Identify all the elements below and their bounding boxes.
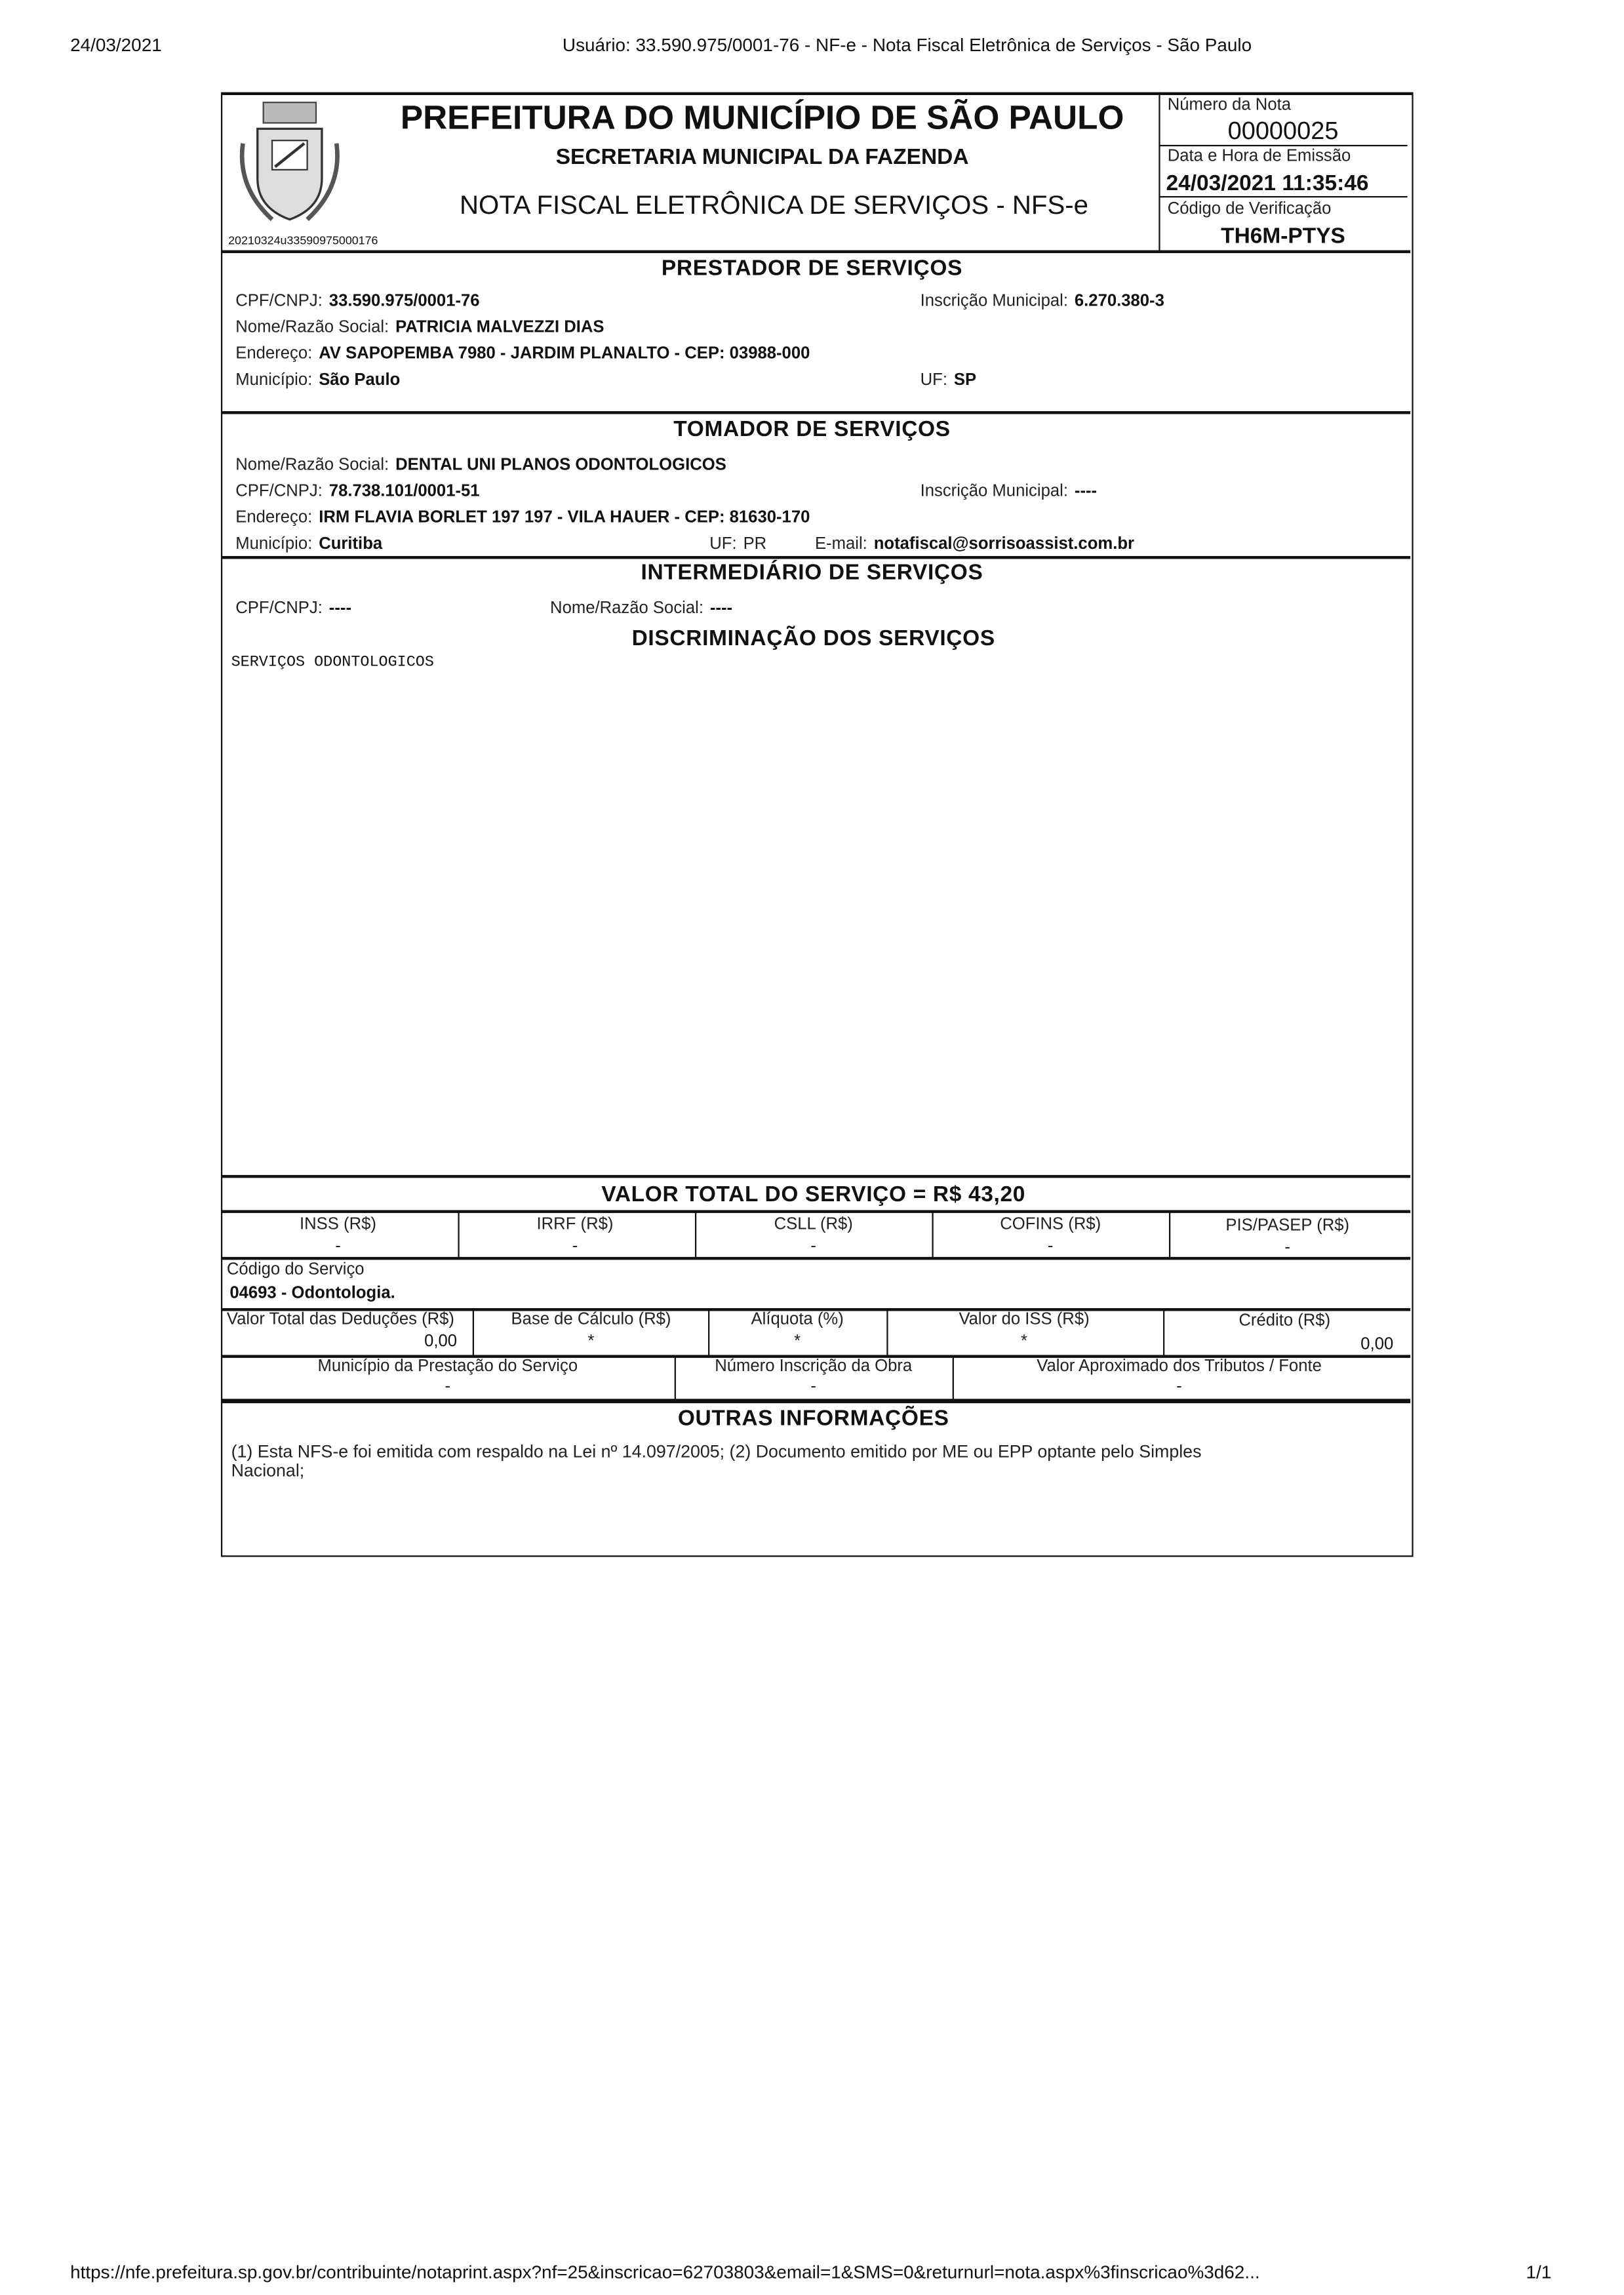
verificacao-label: Código de Verificação [1167, 200, 1332, 218]
base-calculo-label: Base de Cálculo (R$) [511, 1311, 671, 1329]
label: Nome/Razão Social: [235, 319, 389, 337]
label: Nome/Razão Social: [550, 599, 703, 618]
barcode-text: 20210324u33590975000176 [228, 234, 378, 248]
inscricao-obra-label: Número Inscrição da Obra [715, 1357, 913, 1376]
discriminacao-heading: DISCRIMINAÇÃO DOS SERVIÇOS [631, 626, 995, 652]
deducoes-value: 0,00 [424, 1332, 458, 1351]
label: UF: [920, 371, 947, 389]
tomador-nome: DENTAL UNI PLANOS ODONTOLOGICOS [395, 456, 726, 475]
label: Endereço: [235, 345, 313, 363]
tomador-municipio: Curitiba [319, 535, 383, 553]
irrf-label: IRRF (R$) [536, 1216, 614, 1234]
tomador-cnpj: 78.738.101/0001-51 [328, 483, 480, 501]
intermediario-cnpj: ---- [328, 599, 352, 618]
label: Nome/Razão Social: [235, 456, 389, 475]
codigo-servico-label: Código do Serviço [226, 1261, 365, 1279]
base-calculo-value: * [587, 1332, 595, 1351]
label: UF: [709, 535, 737, 553]
city-coat-of-arms-logo [237, 100, 343, 228]
tomador-heading: TOMADOR DE SERVIÇOS [673, 416, 951, 442]
codigo-verificacao: TH6M-PTYS [1221, 224, 1345, 249]
tomador-endereco: IRM FLAVIA BORLET 197 197 - VILA HAUER - CEP: 81630-170 [319, 509, 810, 527]
pispasep-value: - [1284, 1239, 1291, 1257]
tomador-email: notafiscal@sorrisoassist.com.br [873, 535, 1135, 553]
prestador-nome: PATRICIA MALVEZZI DIAS [395, 319, 604, 337]
credito-value: 0,00 [1360, 1336, 1394, 1354]
label: Inscrição Municipal: [920, 292, 1068, 311]
cofins-label: COFINS (R$) [1000, 1216, 1101, 1234]
csll-label: CSLL (R$) [774, 1216, 853, 1234]
valor-total: VALOR TOTAL DO SERVIÇO = R$ 43,20 [601, 1182, 1026, 1207]
label: CPF/CNPJ: [235, 599, 323, 618]
tomador-im: ---- [1074, 483, 1098, 501]
prestador-im: 6.270.380-3 [1074, 292, 1164, 311]
header-title: PREFEITURA DO MUNICÍPIO DE SÃO PAULO [400, 98, 1124, 136]
tributos-aprox-value: - [1176, 1378, 1182, 1396]
outras-heading: OUTRAS INFORMAÇÕES [677, 1406, 949, 1431]
page-number: 1/1 [1526, 2262, 1552, 2283]
prestador-cnpj: 33.590.975/0001-76 [328, 292, 480, 311]
label: E-mail: [814, 535, 867, 553]
label: CPF/CNPJ: [235, 483, 323, 501]
discriminacao-text: SERVIÇOS ODONTOLOGICOS [231, 654, 434, 672]
codigo-servico-value: 04693 - Odontologia. [229, 1285, 395, 1303]
prestador-endereco: AV SAPOPEMBA 7980 - JARDIM PLANALTO - CEP: 03988-000 [319, 345, 810, 363]
cofins-value: - [1047, 1237, 1054, 1256]
pispasep-label: PIS/PASEP (R$) [1225, 1217, 1350, 1235]
prestador-municipio: São Paulo [319, 371, 401, 389]
label: CPF/CNPJ: [235, 292, 323, 311]
prestador-heading: PRESTADOR DE SERVIÇOS [661, 256, 963, 281]
label: Município: [235, 371, 313, 389]
header-doc-title: NOTA FISCAL ELETRÔNICA DE SERVIÇOS - NFS-e [459, 190, 1088, 220]
inss-label: INSS (R$) [300, 1216, 376, 1234]
municipio-prestacao-label: Município da Prestação do Serviço [317, 1357, 578, 1376]
header-subtitle: SECRETARIA MUNICIPAL DA FAZENDA [555, 144, 969, 170]
label: Inscrição Municipal: [920, 483, 1068, 501]
aliquota-value: * [794, 1332, 801, 1351]
outras-line-2: Nacional; [231, 1460, 305, 1481]
credito-label: Crédito (R$) [1238, 1312, 1331, 1330]
valor-iss-label: Valor do ISS (R$) [959, 1311, 1090, 1329]
emissao-datetime: 24/03/2021 11:35:46 [1166, 171, 1369, 197]
tomador-uf: PR [743, 535, 767, 553]
print-date: 24/03/2021 [70, 35, 162, 56]
prestador-uf: SP [953, 371, 977, 389]
inscricao-obra-value: - [810, 1378, 817, 1396]
deducoes-label: Valor Total das Deduções (R$) [226, 1311, 454, 1329]
intermediario-heading: INTERMEDIÁRIO DE SERVIÇOS [641, 560, 983, 586]
municipio-prestacao-value: - [445, 1378, 451, 1396]
label: Município: [235, 535, 313, 553]
label: Endereço: [235, 509, 313, 527]
aliquota-label: Alíquota (%) [751, 1311, 844, 1329]
irrf-value: - [572, 1237, 578, 1256]
intermediario-nome: ---- [709, 599, 733, 618]
valor-iss-value: * [1021, 1332, 1028, 1351]
numero-nota: 00000025 [1227, 117, 1339, 145]
print-url: https://nfe.prefeitura.sp.gov.br/contribuinte/notaprint.aspx?nf=25&inscricao=62703803&email=1&SMS=0&returnurl=nota.aspx%3finscricao%3d62... [70, 2262, 1260, 2283]
tributos-aprox-label: Valor Aproximado dos Tributos / Fonte [1037, 1357, 1322, 1376]
outras-line-1: (1) Esta NFS-e foi emitida com respaldo na Lei nº 14.097/2005; (2) Documento emitido por ME ou EPP optante pelo Simples [231, 1441, 1202, 1462]
emissao-label: Data e Hora de Emissão [1167, 148, 1351, 166]
print-title: Usuário: 33.590.975/0001-76 - NF-e - Nota Fiscal Eletrônica de Serviços - São Paulo [562, 35, 1252, 56]
inss-value: - [335, 1237, 341, 1256]
numero-label: Número da Nota [1167, 96, 1292, 115]
csll-value: - [810, 1237, 817, 1256]
